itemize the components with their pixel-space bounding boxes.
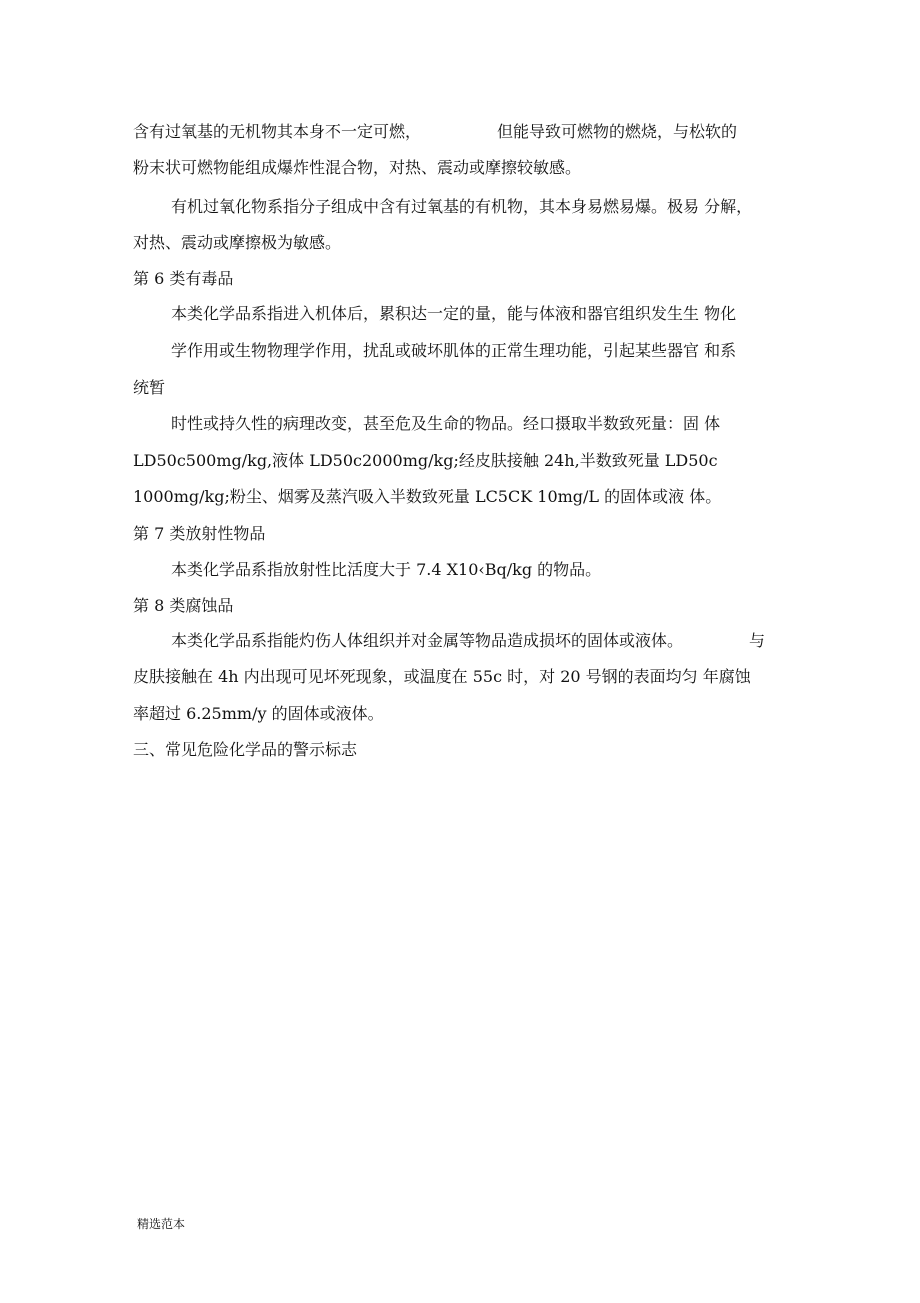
section-heading: 第 6 类有毒品 bbox=[133, 269, 234, 288]
paragraph-line: 本类化学品系指进入机体后，累积达一定的量，能与体液和器官组织发生生 物化 bbox=[171, 304, 737, 323]
paragraph-line: LD50c500mg/kg,液体 LD50c2000mg/kg;经皮肤接触 24h,半数致死量 LD50c bbox=[133, 451, 718, 470]
paragraph-line: 学作用或生物物理学作用，扰乱或破坏肌体的正常生理功能，引起某些器官 和系 bbox=[171, 341, 737, 360]
section-heading: 三、常见危险化学品的警示标志 bbox=[133, 740, 358, 759]
paragraph-line: 有机过氧化物系指分子组成中含有过氧基的有机物，其本身易燃易爆。极易 分解， bbox=[171, 197, 753, 216]
paragraph-line: 时性或持久性的病理改变，甚至危及生命的物品。经口摄取半数致死量：固 体 bbox=[171, 414, 721, 433]
section-heading: 第 7 类放射性物品 bbox=[133, 524, 266, 543]
paragraph-line: 含有过氧基的无机物其本身不一定可燃， bbox=[133, 122, 422, 141]
paragraph-line: 本类化学品系指能灼伤人体组织并对金属等物品造成损坏的固体或液体。 bbox=[171, 631, 684, 650]
page-footer: 精选范本 bbox=[137, 1217, 186, 1231]
paragraph-line: 率超过 6.25mm/y 的固体或液体。 bbox=[133, 704, 384, 723]
paragraph-line: 统暂 bbox=[133, 378, 166, 397]
paragraph-line: 但能导致可燃物的燃烧，与松软的 bbox=[497, 122, 738, 141]
paragraph-line: 本类化学品系指放射性比活度大于 7.4 X10‹Bq/kg 的物品。 bbox=[171, 560, 602, 579]
paragraph-line: 对热、震动或摩擦极为敏感。 bbox=[133, 233, 342, 252]
paragraph-line: 皮肤接触在 4h 内出现可见坏死现象，或温度在 55c 时，对 20 号钢的表面均匀 年腐蚀 bbox=[133, 667, 751, 686]
paragraph-line: 1000mg/kg;粉尘、烟雾及蒸汽吸入半数致死量 LC5CK 10mg/L 的固体或液 体。 bbox=[133, 487, 722, 506]
section-heading: 第 8 类腐蚀品 bbox=[133, 596, 234, 615]
paragraph-line: 粉末状可燃物能组成爆炸性混合物，对热、震动或摩擦较敏感。 bbox=[133, 158, 582, 177]
paragraph-line: 与 bbox=[749, 631, 766, 650]
